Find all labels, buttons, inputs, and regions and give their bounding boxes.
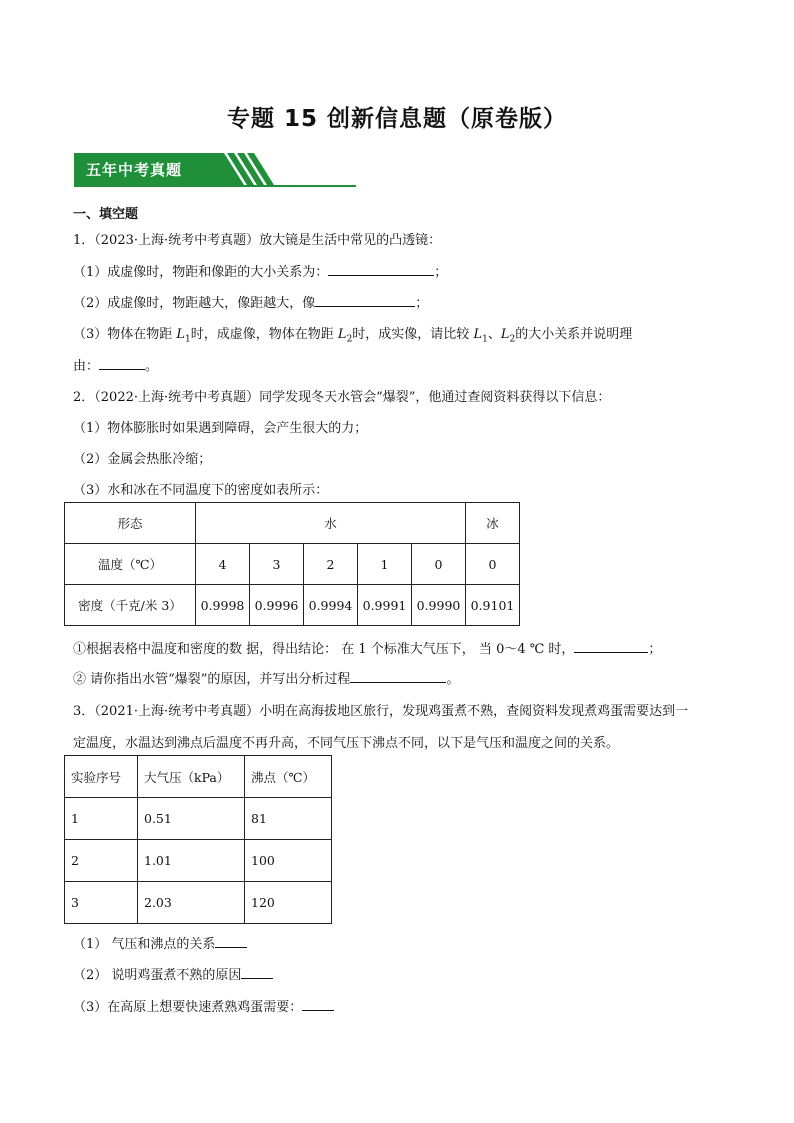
table-cell: 0 (466, 544, 520, 585)
table-row (65, 585, 520, 626)
table-cell: 1 (358, 544, 412, 585)
q1-part1 (73, 261, 447, 280)
table-cell: 100 (245, 840, 332, 882)
q3-sub1-blank[interactable] (215, 933, 247, 948)
banner-underline (74, 185, 356, 187)
q1-part3-d: 的大小关系并说明理 (515, 327, 633, 342)
table-cell: 1.01 (138, 840, 245, 882)
table-row (65, 503, 520, 544)
sub-2: 2 (346, 334, 353, 345)
q3-stem-line2: 定温度，水温达到沸点后温度不再升高，不同气压下沸点不同，以下是气压和温度之间的关系。 (73, 736, 620, 751)
q2-answer2-text: ② 请你指出水管“爆裂”的原因，并写出分析过程 (73, 672, 351, 687)
q1-part1-end: ； (434, 265, 448, 280)
density-table (64, 502, 520, 626)
var-L: L (500, 327, 510, 342)
q1-part3-a: （3）物体在物距 (73, 327, 177, 342)
table-cell: 水 (196, 503, 466, 544)
section-heading: 一、填空题 (73, 207, 139, 222)
table-row (65, 798, 332, 840)
table-cell: 0.9990 (412, 585, 466, 626)
q2-answer2 (73, 668, 459, 687)
page-title: 专题 15 创新信息题（原卷版） (226, 106, 568, 132)
table-cell: 0.51 (138, 798, 245, 840)
q3-sub3-blank[interactable] (302, 996, 334, 1011)
table-cell: 沸点（℃） (245, 756, 332, 798)
q2-info2: （2）金属会热胀冷缩； (73, 452, 212, 467)
table-row (65, 756, 332, 798)
q1-part1-blank[interactable] (328, 261, 434, 276)
boiling-point-table (64, 755, 332, 924)
q1-part3-end: 。 (145, 359, 159, 374)
q3-sub2-blank[interactable] (241, 964, 273, 979)
table-cell: 2 (65, 840, 138, 882)
table-cell: 120 (245, 882, 332, 924)
q2-answer1-end: ； (648, 642, 662, 657)
table-row (65, 840, 332, 882)
q1-part2-blank[interactable] (315, 292, 415, 307)
table-cell: 大气压（kPa） (138, 756, 245, 798)
table-cell: 0.9994 (304, 585, 358, 626)
table-cell: 密度（千克/米 3） (65, 585, 196, 626)
q3-sub3-text: （3）在高原上想要快速煮熟鸡蛋需要： (73, 1000, 303, 1015)
q1-part1-text: （1）成虚像时，物距和像距的大小关系为： (73, 265, 329, 280)
table-cell: 形态 (65, 503, 196, 544)
table-cell: 2 (304, 544, 358, 585)
sub-1: 1 (482, 334, 488, 345)
q3-sub2 (73, 964, 273, 983)
banner-label: 五年中考真题 (86, 161, 183, 179)
table-cell: 0.9991 (358, 585, 412, 626)
table-row (65, 544, 520, 585)
q2-stem: 2．（2022·上海·统考中考真题）同学发现冬天水管会“爆裂”，他通过查阅资料获得以下信息： (73, 390, 611, 405)
sub-1: 1 (185, 334, 191, 345)
q2-info3: （3）水和冰在不同温度下的密度如表所示： (73, 483, 329, 498)
sep: 、 (487, 327, 501, 342)
var-L: L (337, 327, 347, 342)
q1-part3-e: 由： (73, 359, 100, 374)
q3-sub2-text: （2） 说明鸡蛋煮不熟的原因 (73, 968, 242, 983)
q1-part3-blank[interactable] (99, 355, 145, 370)
q2-answer2-blank[interactable] (350, 668, 446, 683)
table-cell: 温度（℃） (65, 544, 196, 585)
q1-part3 (73, 323, 632, 345)
table-cell: 2.03 (138, 882, 245, 924)
q1-part2-text: （2）成虚像时，物距越大，像距越大，像 (73, 296, 316, 311)
table-cell: 4 (196, 544, 250, 585)
q3-sub1-text: （1） 气压和沸点的关系 (73, 937, 216, 952)
table-cell: 1 (65, 798, 138, 840)
table-row (65, 882, 332, 924)
table-cell: 3 (65, 882, 138, 924)
q1-stem: 1．（2023·上海·统考中考真题）放大镜是生活中常见的凸透镜： (73, 233, 442, 248)
table-cell: 冰 (466, 503, 520, 544)
q3-sub3 (73, 996, 334, 1015)
table-cell: 0.9996 (250, 585, 304, 626)
q2-answer2-end: 。 (446, 672, 460, 687)
q1-part2 (73, 292, 428, 311)
q2-answer1 (73, 638, 661, 657)
table-cell: 0 (412, 544, 466, 585)
q2-answer1-blank[interactable] (574, 638, 648, 653)
table-cell: 0.9998 (196, 585, 250, 626)
q1-part2-end: ； (415, 296, 429, 311)
q3-sub1 (73, 933, 247, 952)
q1-part3-c: 时，成实像，请比较 (352, 327, 474, 342)
table-cell: 81 (245, 798, 332, 840)
section-banner (74, 153, 356, 187)
sub-2: 2 (509, 334, 516, 345)
q3-stem-line1: 3．（2021·上海·统考中考真题）小明在高海拔地区旅行，发现鸡蛋煮不熟，查阅资料发现煮鸡蛋需要达到一 (73, 704, 689, 719)
q1-part3-cont (73, 355, 158, 374)
q2-info1: （1）物体膨胀时如果遇到障碍，会产生很大的力； (73, 421, 368, 436)
table-cell: 实验序号 (65, 756, 138, 798)
table-cell: 0.9101 (466, 585, 520, 626)
table-cell: 3 (250, 544, 304, 585)
var-L: L (176, 327, 186, 342)
q2-answer1-text: ①根据表格中温度和密度的数 据，得出结论： 在 1 个标准大气压下， 当 0～4 ℃ 时， (73, 642, 575, 657)
var-L: L (473, 327, 483, 342)
q1-part3-b: 时，成虚像，物体在物距 (190, 327, 338, 342)
